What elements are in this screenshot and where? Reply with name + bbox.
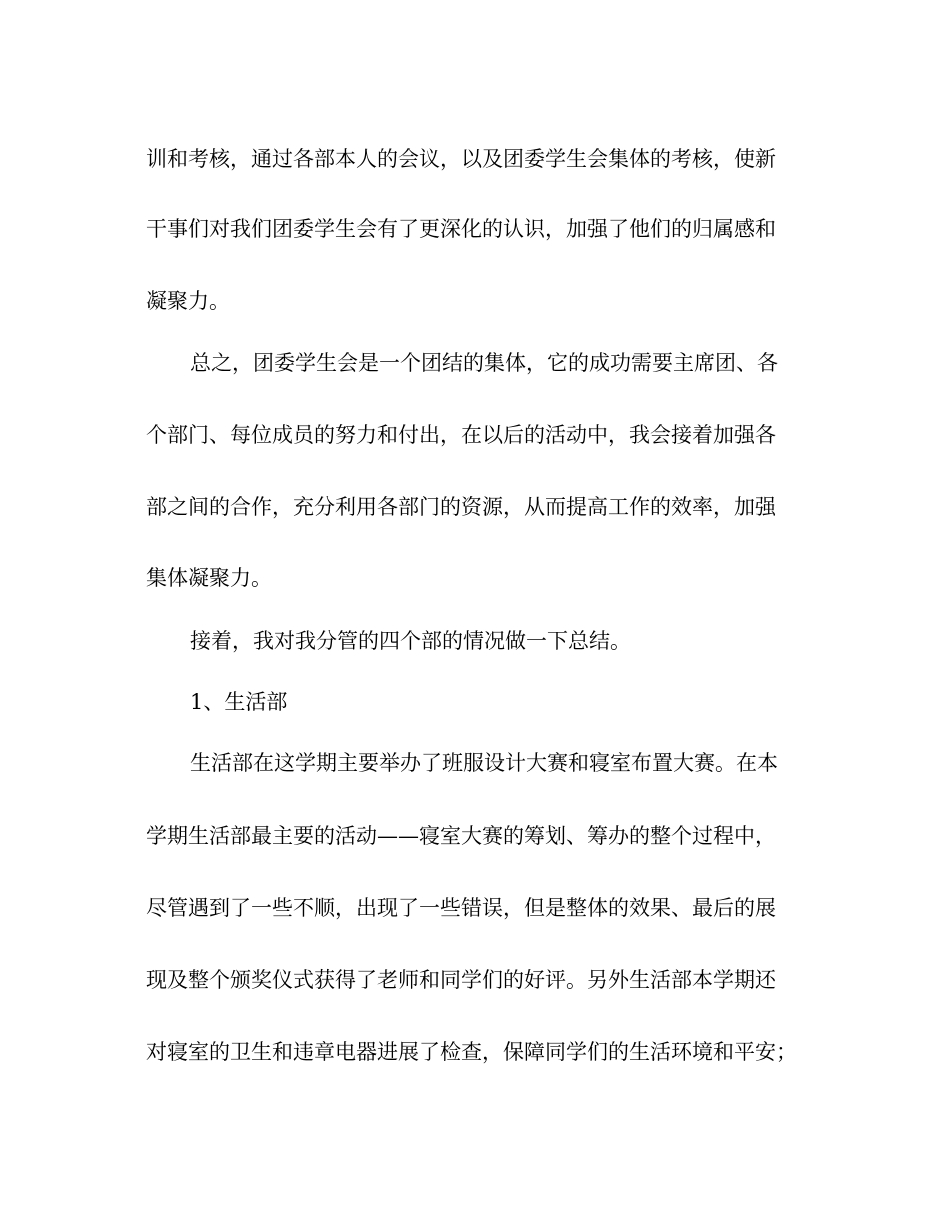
text-line: 部之间的合作，充分利用各部门的资源，从而提高工作的效率，加强 (146, 495, 776, 519)
text-line: 训和考核，通过各部本人的会议，以及团委学生会集体的考核，使新 (146, 147, 776, 171)
paragraph-start-line: 接着，我对我分管的四个部的情况做一下总结。 (190, 629, 631, 653)
text-line: 现及整个颁奖仪式获得了老师和同学们的好评。另外生活部本学期还 (146, 968, 776, 992)
text-line: 学期生活部最主要的活动——寝室大赛的筹划、筹办的整个过程中， (146, 824, 776, 848)
text-line: 对寝室的卫生和违章电器进展了检查，保障同学们的生活环境和平安； (146, 1040, 797, 1064)
text-line: 凝聚力。 (146, 289, 230, 313)
section-heading: 1、生活部 (190, 690, 288, 714)
text-line: 个部门、每位成员的努力和付出，在以后的活动中，我会接着加强各 (146, 423, 776, 447)
paragraph-start-line: 总之，团委学生会是一个团结的集体，它的成功需要主席团、各 (190, 351, 778, 375)
text-line: 干事们对我们团委学生会有了更深化的认识，加强了他们的归属感和 (146, 217, 776, 241)
text-line: 尽管遇到了一些不顺，出现了一些错误，但是整体的效果、最后的展 (146, 896, 776, 920)
paragraph-start-line: 生活部在这学期主要举办了班服设计大赛和寝室布置大赛。在本 (190, 751, 778, 775)
text-line: 集体凝聚力。 (146, 566, 272, 590)
